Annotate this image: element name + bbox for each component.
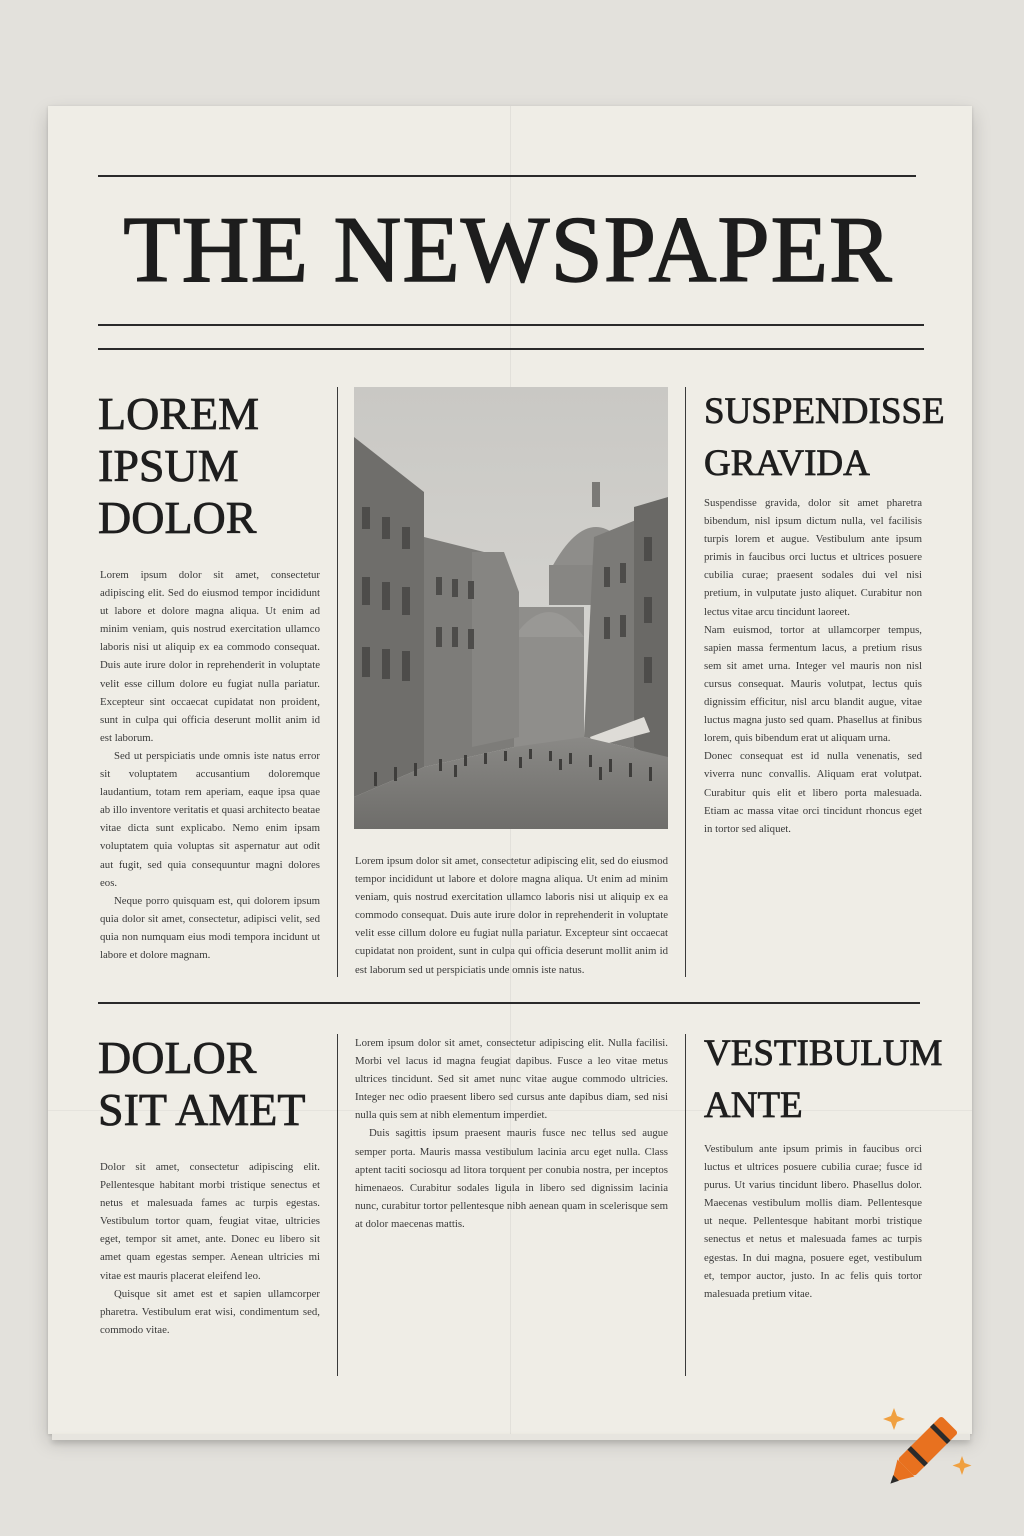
headline-suspendisse-gravida bbox=[704, 386, 945, 490]
section-rule bbox=[98, 1002, 920, 1004]
article-body-top-center bbox=[355, 852, 668, 978]
crayon-icon bbox=[866, 1380, 986, 1500]
paragraph: Neque porro quisquam est, qui dolorem ipsum quia dolor sit amet, consectetur, adipisci velit, sed quia non numquam eius modi tempora incidunt ut labore et dolore magnam. bbox=[100, 894, 320, 961]
masthead-rule-top bbox=[98, 175, 916, 177]
paragraph: Donec consequat est id nulla venenatis, sed viverra nunc convallis. Aliquam erat volutpat. Curabitur quis elit et libero porta malesuada. Etiam ac massa vitae orci tincidunt rhoncus eget in tortor sed aliquet. bbox=[704, 750, 922, 835]
article-body-top-left bbox=[100, 566, 320, 976]
paragraph: Lorem ipsum dolor sit amet, consectetur adipiscing elit, sed do eiusmod tempor incididunt ut labore et dolore magna aliqua. Ut enim ad minim veniam, quis nostrud exercitation ullamco laboris nisi ut aliquip ex ea commodo consequat. Duis aute irure dolor in reprehenderit in voluptate velit esse cillum dolore eu fugiat nulla pariatur. Excepteur sint occaecat cupidatat non proident, sunt in culpa qui officia deserunt mollit anim id est laborum sed ut perspiciatis unde omnis iste natus. bbox=[355, 855, 668, 976]
city-street-photo bbox=[354, 387, 668, 829]
masthead-rule-bottom-1 bbox=[98, 324, 924, 326]
paragraph: Vestibulum ante ipsum primis in faucibus orci luctus et ultrices posuere cubilia curae; fusce id purus. Ut varius tincidunt libero. Phasellus dolor. Maecenas vestibulum mollis diam. Pellentesque ut neque. Pellentesque habitant morbi tristique senectus et netus et malesuada fames ac turpis egestas. In dui magna, posuere eget, vestibulum et, tempor auctor, justo. In ac felis quis tortor malesuada pretium vitae. bbox=[704, 1143, 922, 1300]
headline-lorem-ipsum-dolor bbox=[98, 388, 259, 544]
column-divider bbox=[337, 387, 338, 977]
paragraph: Lorem ipsum dolor sit amet, consectetur adipiscing elit. Sed do eiusmod tempor incididunt ut labore et dolore magna aliqua. Ut enim ad minim veniam, quis nostrud exercitation ullamco laboris nisi ut aliquip ex ea commodo consequat. Duis aute irure dolor in reprehenderit in voluptate velit esse cillum dolore eu fugiat nulla pariatur. Excepteur sint occaecat cupidatat non proident, sunt in culpa qui officia deserunt mollit anim id est laborum. bbox=[100, 569, 320, 744]
paragraph: Dolor sit amet, consectetur adipiscing elit. Pellentesque habitant morbi tristique senectus et netus et malesuada fames ac turpis egestas. Vestibulum tortor quam, feugiat vitae, ultricies eget, tempor sit amet, ante. Donec eu libero sit amet quam egestas semper. Aenean ultricies mi vitae est mauris placerat eleifend leo. bbox=[100, 1161, 320, 1282]
article-body-bottom-right bbox=[704, 1140, 922, 1376]
paragraph: Sed ut perspiciatis unde omnis iste natus error sit voluptatem accusantium doloremque laudantium, totam rem aperiam, eaque ipsa quae ab illo inventore veritatis et quasi architecto beatae vitae dicta sunt explicabo. Nemo enim ipsam voluptatem quia voluptas sit aspernatur aut odit aut fugit, sed quia consequuntur magni dolores eos. bbox=[100, 749, 320, 889]
headline-line: SUSPENDISSE bbox=[704, 391, 945, 432]
article-body-bottom-left bbox=[100, 1158, 320, 1374]
paragraph: Quisque sit amet est et sapien ullamcorper pharetra. Vestibulum erat wisi, condimentum sed, commodo vitae. bbox=[100, 1287, 320, 1336]
headline-line: SIT AMET bbox=[98, 1084, 306, 1135]
article-body-bottom-center bbox=[355, 1034, 668, 1376]
column-divider bbox=[685, 1034, 686, 1376]
headline-vestibulum-ante bbox=[704, 1028, 942, 1132]
headline-line: LOREM bbox=[98, 388, 259, 439]
headline-line: DOLOR bbox=[98, 1032, 257, 1083]
newspaper-page bbox=[48, 106, 972, 1434]
article-body-top-right bbox=[704, 494, 922, 976]
headline-line: DOLOR bbox=[98, 492, 257, 543]
masthead-title: THE NEWSPAPER bbox=[123, 198, 893, 302]
masthead-rule-bottom-2 bbox=[98, 348, 924, 350]
headline-line: GRAVIDA bbox=[704, 443, 870, 484]
paper-edge bbox=[52, 1434, 970, 1440]
paragraph: Duis sagittis ipsum praesent mauris fusce nec tellus sed augue semper porta. Mauris massa vestibulum lacinia arcu eget nulla. Class aptent taciti sociosqu ad litora torquent per conubia nostra, per inceptos himenaeos. Curabitur sodales ligula in libero sed dignissim lacinia nunc, curabitur tortor pellentesque nibh aenean quam in scelerisque sem at dolor maecenas mattis. bbox=[355, 1127, 668, 1230]
headline-dolor-sit-amet bbox=[98, 1032, 305, 1136]
paragraph: Nam euismod, tortor at ullamcorper tempus, sapien massa fermentum lacus, a pretium risus sem sit amet urna. Integer vel mauris non nisl cursus consequat. Mauris volutpat, lectus quis dignissim efficitur, nisl arcu blandit augue, vitae luctus magna justo sed quam. Phasellus at finibus lorem, quis bibendum erat ut aliquam urna. bbox=[704, 623, 922, 745]
headline-line: ANTE bbox=[704, 1085, 803, 1126]
paragraph: Suspendisse gravida, dolor sit amet pharetra bibendum, nisl ipsum dictum nulla, vel facilisis turpis lorem et augue. Vestibulum ante ipsum primis in faucibus orci luctus et ultrices posuere cubilia curae; praesent sodales dui vel nisi pretium, in vulputate justo aliquet. Curabitur non lectus vitae arcu tincidunt laoreet. bbox=[704, 497, 922, 618]
paragraph: Lorem ipsum dolor sit amet, consectetur adipiscing elit. Nulla facilisi. Morbi vel lacus id magna feugiat dapibus. Fusce a leo vitae metus ultrices tincidunt. Sed sit amet nunc vitae augue commodo ultricies. Integer nec odio praesent libero sed cursus ante dapibus diam, sed nisi nulla quis sem at nibh elementum imperdiet. bbox=[355, 1037, 668, 1122]
column-divider bbox=[685, 387, 686, 977]
column-divider bbox=[337, 1034, 338, 1376]
headline-line: IPSUM bbox=[98, 440, 239, 491]
headline-line: VESTIBULUM bbox=[704, 1033, 943, 1074]
